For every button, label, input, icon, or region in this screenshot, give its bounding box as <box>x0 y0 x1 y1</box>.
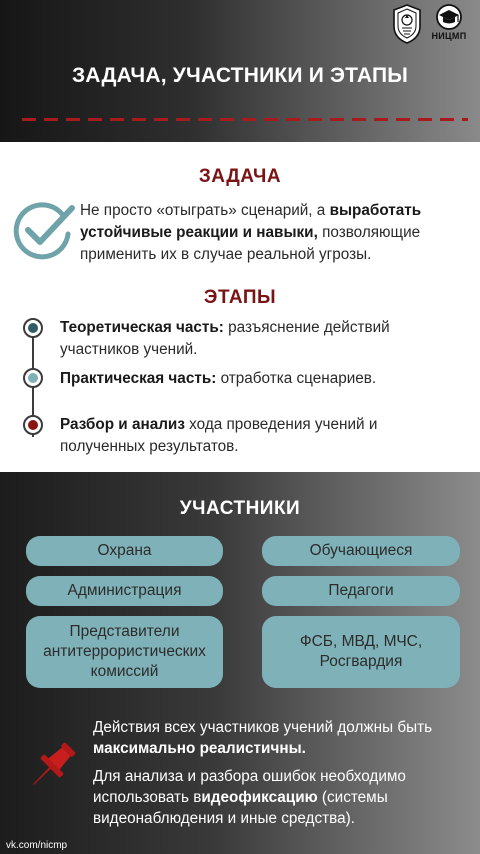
header-banner <box>0 0 480 142</box>
task-text <box>80 200 465 266</box>
page-title: ЗАДАЧА, УЧАСТНИКИ И ЭТАПЫ <box>71 64 409 87</box>
task-heading: ЗАДАЧА <box>198 166 282 187</box>
participant-pill: Обучающиеся <box>262 536 460 566</box>
logos <box>392 4 470 44</box>
stage-dot <box>23 415 43 435</box>
stage-dot <box>23 318 43 338</box>
participant-pill: Охрана <box>26 536 223 566</box>
pushpin-icon <box>22 736 82 796</box>
source-link: vk.com/nicmp <box>6 840 68 851</box>
stage-dot <box>23 368 43 388</box>
participant-pill: Педагоги <box>262 576 460 606</box>
stage-item <box>60 317 460 361</box>
stage-text: разъяснение действий участников учений. <box>60 319 390 358</box>
task-text-part: позволяющие применить их в случае реальной угрозы. <box>80 224 421 263</box>
nicmp-logo <box>428 4 470 41</box>
emblem-icon <box>392 4 422 44</box>
note-text: (системы видеонаблюдения и иные средства). <box>93 789 388 827</box>
stages-heading: ЭТАПЫ <box>203 287 277 308</box>
task-text-bold: выработать устойчивые реакции и навыки, <box>80 202 422 241</box>
stage-bold: Разбор и анализ <box>60 416 185 433</box>
note-text: Для анализа и разбора ошибок необходимо использовать в <box>93 768 406 806</box>
logo-text: НИЦМП <box>431 31 467 41</box>
participants-section <box>0 472 480 854</box>
stage-text: отработка сценариев. <box>216 370 377 387</box>
stage-text: хода проведения учений и полученных результатов. <box>60 416 378 455</box>
stage-item <box>60 414 460 458</box>
note-text: Действия всех участников учений должны быть <box>93 719 433 736</box>
dashed-divider <box>22 118 468 121</box>
participants-heading: УЧАСТНИКИ <box>179 498 301 519</box>
task-text-part: Не просто «отыграть» сценарий, а <box>80 202 330 219</box>
stage-bold: Теоретическая часть: <box>60 319 224 336</box>
participant-pill: Представители антитеррористических комиссий <box>26 616 223 688</box>
stage-bold: Практическая часть: <box>60 370 217 387</box>
participant-pill: Администрация <box>26 576 223 606</box>
note-realism <box>93 717 468 759</box>
participant-pill: ФСБ, МВД, МЧС, Росгвардия <box>262 616 460 688</box>
task-stages-section <box>0 142 480 472</box>
note-bold: максимально реалистичны. <box>93 740 306 757</box>
checkmark-icon <box>12 200 76 260</box>
note-bold: идеофиксацию <box>201 789 318 806</box>
stage-item <box>60 368 460 390</box>
graduation-cap-icon <box>434 4 464 30</box>
note-video <box>93 766 468 829</box>
